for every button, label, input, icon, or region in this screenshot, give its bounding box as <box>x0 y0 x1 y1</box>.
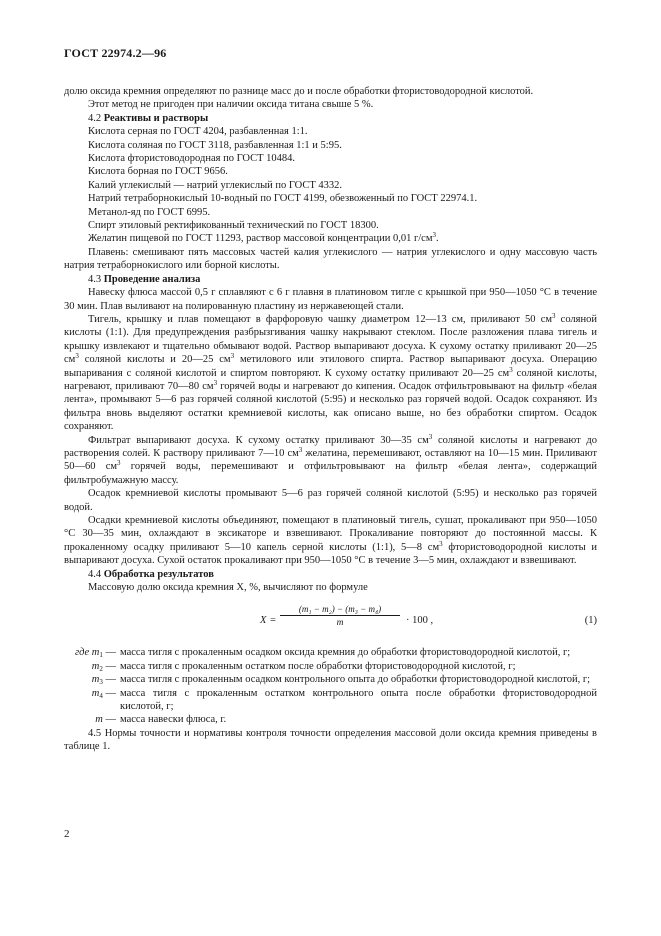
section-number: 4.3 <box>88 273 102 285</box>
formula-lhs: X <box>260 615 267 627</box>
formula-number: (1) <box>584 615 597 627</box>
formula-numerator: (m₁ − m₂) − (m₃ − m₄) <box>280 604 400 616</box>
section-heading-analysis <box>64 273 597 286</box>
definition-row <box>64 673 597 686</box>
paragraph-fusion: Навеску флюса массой 0,5 г сплавляют с 6 г плавня в платиновом тигле с крышкой при 950—1050 °С в течение 30 мин. Плав выливают на полированную пластину из нержавеющей стали. <box>64 287 597 312</box>
definition-symbol: $m_2$ — <box>91 660 116 673</box>
reagent-item-gelatin: Желатин пищевой по ГОСТ 11293, раствор массовой концентрации 0,01 $г/см^3$. <box>88 231 439 245</box>
definition-text: масса тигля с прокаленным остатком контрольного опыта после обработки фтористоводородной кислотой, г; <box>120 687 597 713</box>
section-title: Реактивы и растворы <box>103 112 209 124</box>
paragraph-titanium-note: Этот метод не пригоден при наличии оксида титана свыше 5 %. <box>88 99 374 111</box>
definition-symbol: $m_3$ — <box>91 674 116 687</box>
definition-text: масса тигля с прокаленным осадком контрольного опыта до обработки фтористоводородной кислотой, г; <box>120 674 591 686</box>
formula-denominator: m <box>336 618 344 629</box>
paragraph-dissolution: Тигель, крышку и плав помещают в фарфоровую чашку диаметром 12—13 см, приливают 50 $см^3$ соляной кислоты (1:1). Для предупреждения разбрызгивания чашку накрывают стеклом. После разложения плава тигель и крышку извлекают и тщательно обмывают водой. Раствор выпаривают досуха. К сухому остатку приливают 20—25 $см^3$ соляной кислоты и 20—25 $см^3$ метилового или этилового спирта. Раствор выпаривают досуха. Операцию выпаривания с соляной кислотой и спиртом повторяют. К сухому остатку приливают 20—25 $см^3$ соляной кислоты, нагревают, приливают 70—80 $см^3$ горячей воды и нагревают до кипения. Осадок отфильтровывают на фильтр «белая лента», промывают 5—6 раз горячей соляной кислотой (5:95) и несколько раз горячей водой. Осадок сохраняют. Из фильтра вновь выделяют остатки кремниевой кислоты, как описано выше, но без обработки спиртом. Осадок сохраняют. <box>64 311 597 433</box>
document-header: ГОСТ 22974.2—96 <box>64 46 167 60</box>
paragraph-washing: Осадок кремниевой кислоты промывают 5—6 раз горячей соляной кислотой (5:95) и несколько раз горячей водой. <box>64 488 597 513</box>
definition-row <box>64 713 597 726</box>
formula <box>64 604 597 642</box>
paragraph-calcination: Осадки кремниевой кислоты объединяют, помещают в платиновый тигель, сушат, прокаливают при 950—1050 °С 30—35 мин, охлаждают в эксикаторе и взвешивают. Прокаливание повторяют до постоянной массы. К прокаленному осадку приливают 5—10 капель серной кислоты (1:1), 5—8 $см^3$ фтористоводородной кислоты и выпаривают досуха. Сухой остаток прокаливают при 950—1050 °С в течение 3—5 мин, охлаждают и взвешивают. <box>64 515 597 567</box>
formula-multiplier: · 100 , <box>406 615 434 627</box>
section-title: Проведение анализа <box>103 273 201 285</box>
paragraph-accuracy-norms: 4.5 Нормы точности и нормативы контроля точности определения массовой доли оксида кремния приведены в таблице 1. <box>64 727 597 753</box>
definition-text: масса тигля с прокаленным остатком после обработки фтористоводородной кислотой, г; <box>120 660 516 672</box>
formula-equals: = <box>270 615 276 627</box>
paragraph-formula-intro: Массовую долю оксида кремния X, %, вычисляют по формуле <box>88 582 368 594</box>
reagent-item: Спирт этиловый ректификованный технический по ГОСТ 18300. <box>88 220 379 232</box>
definition-symbol: m — <box>95 714 116 726</box>
section-number: 4.2 <box>88 112 102 124</box>
reagent-item: Кислота соляная по ГОСТ 3118, разбавленная 1:1 и 5:95. <box>88 139 342 151</box>
page-number: 2 <box>64 828 70 840</box>
section-heading-reagents <box>64 112 597 125</box>
definition-symbol: где $m_1$ — <box>74 647 116 660</box>
definition-text: масса тигля с прокаленным осадком оксида кремния до обработки фтористоводородной кислотой, г; <box>120 647 571 659</box>
paragraph-filtrate: Фильтрат выпаривают досуха. К сухому остатку приливают 30—35 $см^3$ соляной кислоты и нагревают до растворения солей. К раствору приливают 7—10 $см^3$ желатина, перемешивают, оставляют на 10—15 мин. Приливают 50—60 $см^3$ горячей воды, перемешивают и отфильтровывают на фильтр «белая лента», содержащий фильтробумажную массу. <box>64 432 597 486</box>
definition-row <box>64 646 597 659</box>
reagent-item: Кислота борная по ГОСТ 9656. <box>88 166 228 178</box>
definition-row <box>64 660 597 673</box>
formula-fraction <box>280 604 400 628</box>
reagent-item: Метанол-яд по ГОСТ 6995. <box>88 206 211 218</box>
document-page <box>64 46 597 754</box>
paragraph-flux: Плавень: смешивают пять массовых частей калия углекислого — натрия углекислого и одну массовую часть натрия тетраборнокислого или борной кислоты. <box>64 246 597 272</box>
definition-text: масса навески флюса, г. <box>120 714 227 726</box>
document-body <box>64 85 597 594</box>
reagent-item: Кислота фтористоводородная по ГОСТ 10484. <box>88 153 296 165</box>
definition-symbol: $m_4$ — <box>91 687 116 700</box>
section-number: 4.4 <box>88 568 102 580</box>
paragraph-intro: долю оксида кремния определяют по разнице масс до и после обработки фтористоводородной кислотой. <box>64 86 534 97</box>
reagent-item: Натрий тетраборнокислый 10-водный по ГОСТ 4199, обезвоженный по ГОСТ 22974.1. <box>88 193 478 205</box>
section-heading-results <box>64 568 597 581</box>
reagent-item: Калий углекислый — натрий углекислый по ГОСТ 4332. <box>88 179 343 191</box>
definition-row <box>64 687 597 714</box>
variable-definitions <box>64 646 597 726</box>
section-title: Обработка результатов <box>103 568 214 580</box>
reagent-item: Кислота серная по ГОСТ 4204, разбавленная 1:1. <box>88 126 308 138</box>
